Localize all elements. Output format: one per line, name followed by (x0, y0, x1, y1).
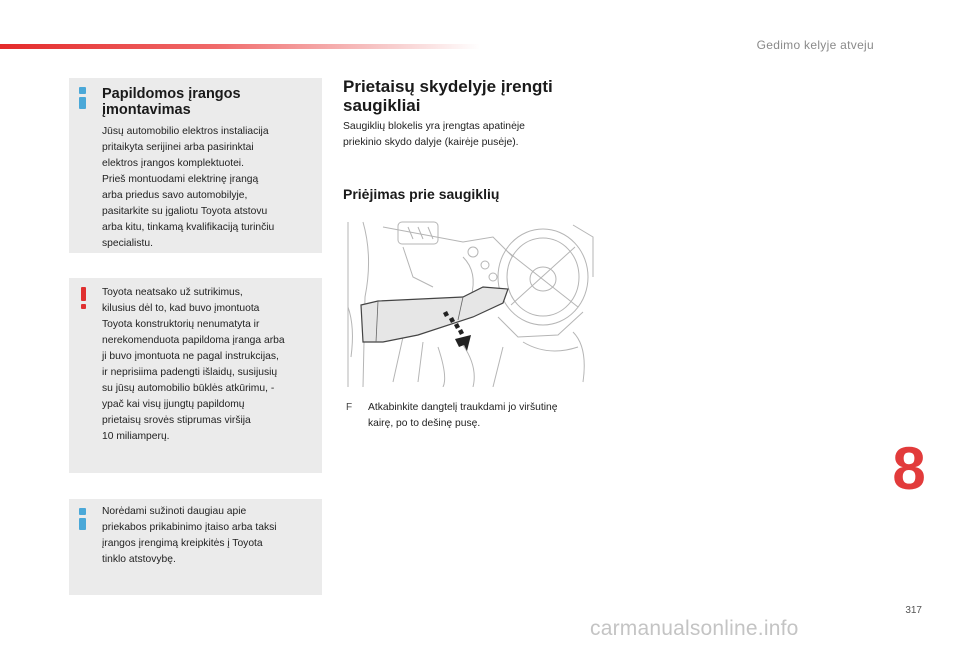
box-text: Jūsų automobilio elektros instaliacija pritaikyta serijinei arba pasirinktai elektros įrangos komplektuotei. Prieš montuodami elektrinę įrangą arba priedus savo automobilyje, pasitarkite su įgaliotu Toyota atstovu arba kitu, tinkamą kvalifikaciją turinčiu specialistu. (102, 126, 275, 249)
watermark: carmanualsonline.info (590, 617, 799, 640)
step-marker: F (346, 402, 353, 413)
box-text: Norėdami sužinoti daugiau apie priekabos prikabinimo įtaiso arba taksi įrangos įrengimą kreipkitės į Toyota tinklo atstovybę. (102, 506, 277, 565)
info-icon (79, 87, 87, 109)
info-box-accessories (69, 78, 322, 253)
box-title: Papildomos įrangos įmontavimas (102, 86, 241, 118)
header-accent-bar (0, 44, 480, 49)
subsection-title: Priėjimas prie saugiklių (343, 186, 500, 202)
chapter-title: Gedimo kelyje atveju (756, 38, 874, 52)
section-title: Prietaisų skydelyje įrengti saugikliai (343, 77, 553, 115)
chapter-number: 8 (892, 435, 926, 502)
warning-box (69, 278, 322, 473)
fuse-box-illustration (343, 217, 597, 387)
warning-icon (79, 287, 88, 309)
warning-text: Toyota neatsako už sutrikimus, kilusius dėl to, kad buvo įmontuota Toyota konstruktorių nenumatyta ir nerekomenduota papildoma įranga arba ji buvo įmontuota ne pagal instrukcijas, ir neprisiima padengti išlaidų, susijusių su jūsų automobilio būklės atkūrimu, - ypač kai visų įjungtų papildomų prietaisų srovės stiprumas viršija 10 miliamperų. (102, 287, 285, 442)
info-box-towing (69, 499, 322, 595)
intro-text: Saugiklių blokelis yra įrengtas apatinėje priekinio skydo dalyje (kairėje pusėje). (343, 121, 525, 148)
page-number: 317 (905, 605, 922, 616)
step-text: Atkabinkite dangtelį traukdami jo viršutinę kairę, po to dešinę pusę. (368, 402, 558, 429)
info-icon (79, 508, 87, 530)
